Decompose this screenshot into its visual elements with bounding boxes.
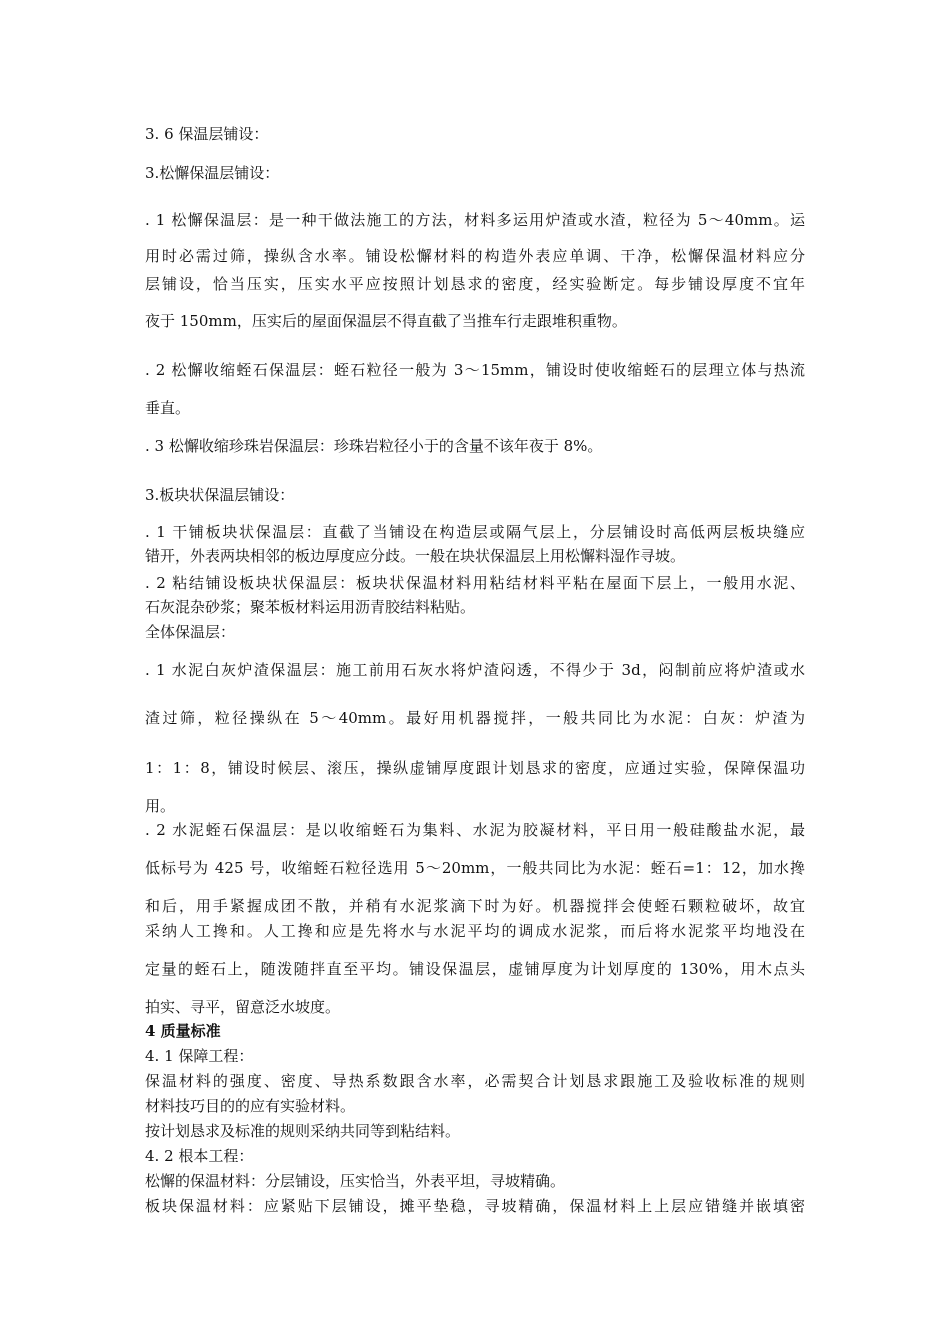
paragraph-line: . 3 松懈收缩珍珠岩保温层：珍珠岩粒径小于的含量不该年夜于 8%。 <box>145 437 603 455</box>
paragraph-line: 用时必需过筛，操纵含水率。铺设松懈材料的构造外表应单调、干净，松懈保温材料应分 <box>145 247 805 265</box>
paragraph-line: 层铺设，恰当压实，压实水平应按照计划恳求的密度，经实验断定。每步铺设厚度不宜年 <box>145 275 805 293</box>
paragraph-line: 保温材料的强度、密度、导热系数跟含水率，必需契合计划恳求跟施工及验收标准的规则 <box>145 1072 805 1090</box>
paragraph-line: 拍实、寻平，留意泛水坡度。 <box>145 998 341 1016</box>
section-heading: 4 质量标准 <box>145 1022 221 1040</box>
paragraph-line: 用。 <box>145 797 176 815</box>
paragraph-line: 低标号为 425 号，收缩蛭石粒径选用 5～20mm，一般共同比为水泥：蛭石=1：12，加水搀 <box>145 859 805 877</box>
paragraph-line: 夜于 150mm，压实后的屋面保温层不得直截了当推车行走跟堆积重物。 <box>145 312 627 330</box>
paragraph-line: . 1 干铺板块状保温层：直截了当铺设在构造层或隔气层上，分层铺设时高低两层板块缝应 <box>145 523 805 541</box>
paragraph-line: 采纳人工搀和。人工搀和应是先将水与水泥平均的调成水泥浆，而后将水泥浆平均地没在 <box>145 922 805 940</box>
paragraph-line: . 2 粘结铺设板块状保温层：板块状保温材料用粘结材料平粘在屋面下层上，一般用水泥、 <box>145 574 805 592</box>
paragraph-line: 松懈的保温材料：分层铺设，压实恰当，外表平坦，寻坡精确。 <box>145 1172 566 1190</box>
paragraph-line: . 1 水泥白灰炉渣保温层：施工前用石灰水将炉渣闷透，不得少于 3d，闷制前应将炉渣或水 <box>145 661 805 679</box>
paragraph-line: 板块保温材料：应紧贴下层铺设，摊平垫稳，寻坡精确，保温材料上上层应错缝并嵌填密 <box>145 1197 805 1215</box>
paragraph-line: 垂直。 <box>145 399 191 417</box>
section-heading: 3. 6 保温层铺设： <box>145 125 269 143</box>
paragraph-line: . 2 水泥蛭石保温层：是以收缩蛭石为集料、水泥为胶凝材料，平日用一般硅酸盐水泥，最 <box>145 821 805 839</box>
paragraph-line: . 1 松懈保温层：是一种干做法施工的方法，材料多运用炉渣或水渣，粒径为 5～40mm。运 <box>145 211 805 229</box>
paragraph-line: 错开，外表两块相邻的板边厚度应分歧。一般在块状保温层上用松懈料湿作寻坡。 <box>145 547 686 565</box>
paragraph-line: 按计划恳求及标准的规则采纳共同等到粘结料。 <box>145 1122 461 1140</box>
subsection-heading: 4. 1 保障工程： <box>145 1047 254 1065</box>
paragraph-line: 定量的蛭石上，随泼随拌直至平均。铺设保温层，虚铺厚度为计划厚度的 130%，用木点头 <box>145 960 805 978</box>
paragraph-line: 石灰混杂砂浆；聚苯板材料运用沥青胶结料粘贴。 <box>145 598 476 616</box>
subsection-heading: 全体保温层： <box>145 623 236 641</box>
paragraph-line: 材料技巧目的的应有实验材料。 <box>145 1097 356 1115</box>
subsection-heading: 3.板块状保温层铺设： <box>145 486 295 504</box>
subsection-heading: 4. 2 根本工程： <box>145 1147 254 1165</box>
paragraph-line: . 2 松懈收缩蛭石保温层：蛭石粒径一般为 3～15mm，铺设时使收缩蛭石的层理立体与热流 <box>145 361 805 379</box>
subsection-heading: 3.松懈保温层铺设： <box>145 164 280 182</box>
paragraph-line: 渣过筛，粒径操纵在 5～40mm。最好用机器搅拌，一般共同比为水泥：白灰：炉渣为 <box>145 709 805 727</box>
paragraph-line: 和后，用手紧握成团不散，并稍有水泥浆滴下时为好。机器搅拌会使蛭石颗粒破坏，故宜 <box>145 897 805 915</box>
paragraph-line: 1：1：8，铺设时候层、滚压，操纵虚铺厚度跟计划恳求的密度，应通过实验，保障保温功 <box>145 759 805 777</box>
